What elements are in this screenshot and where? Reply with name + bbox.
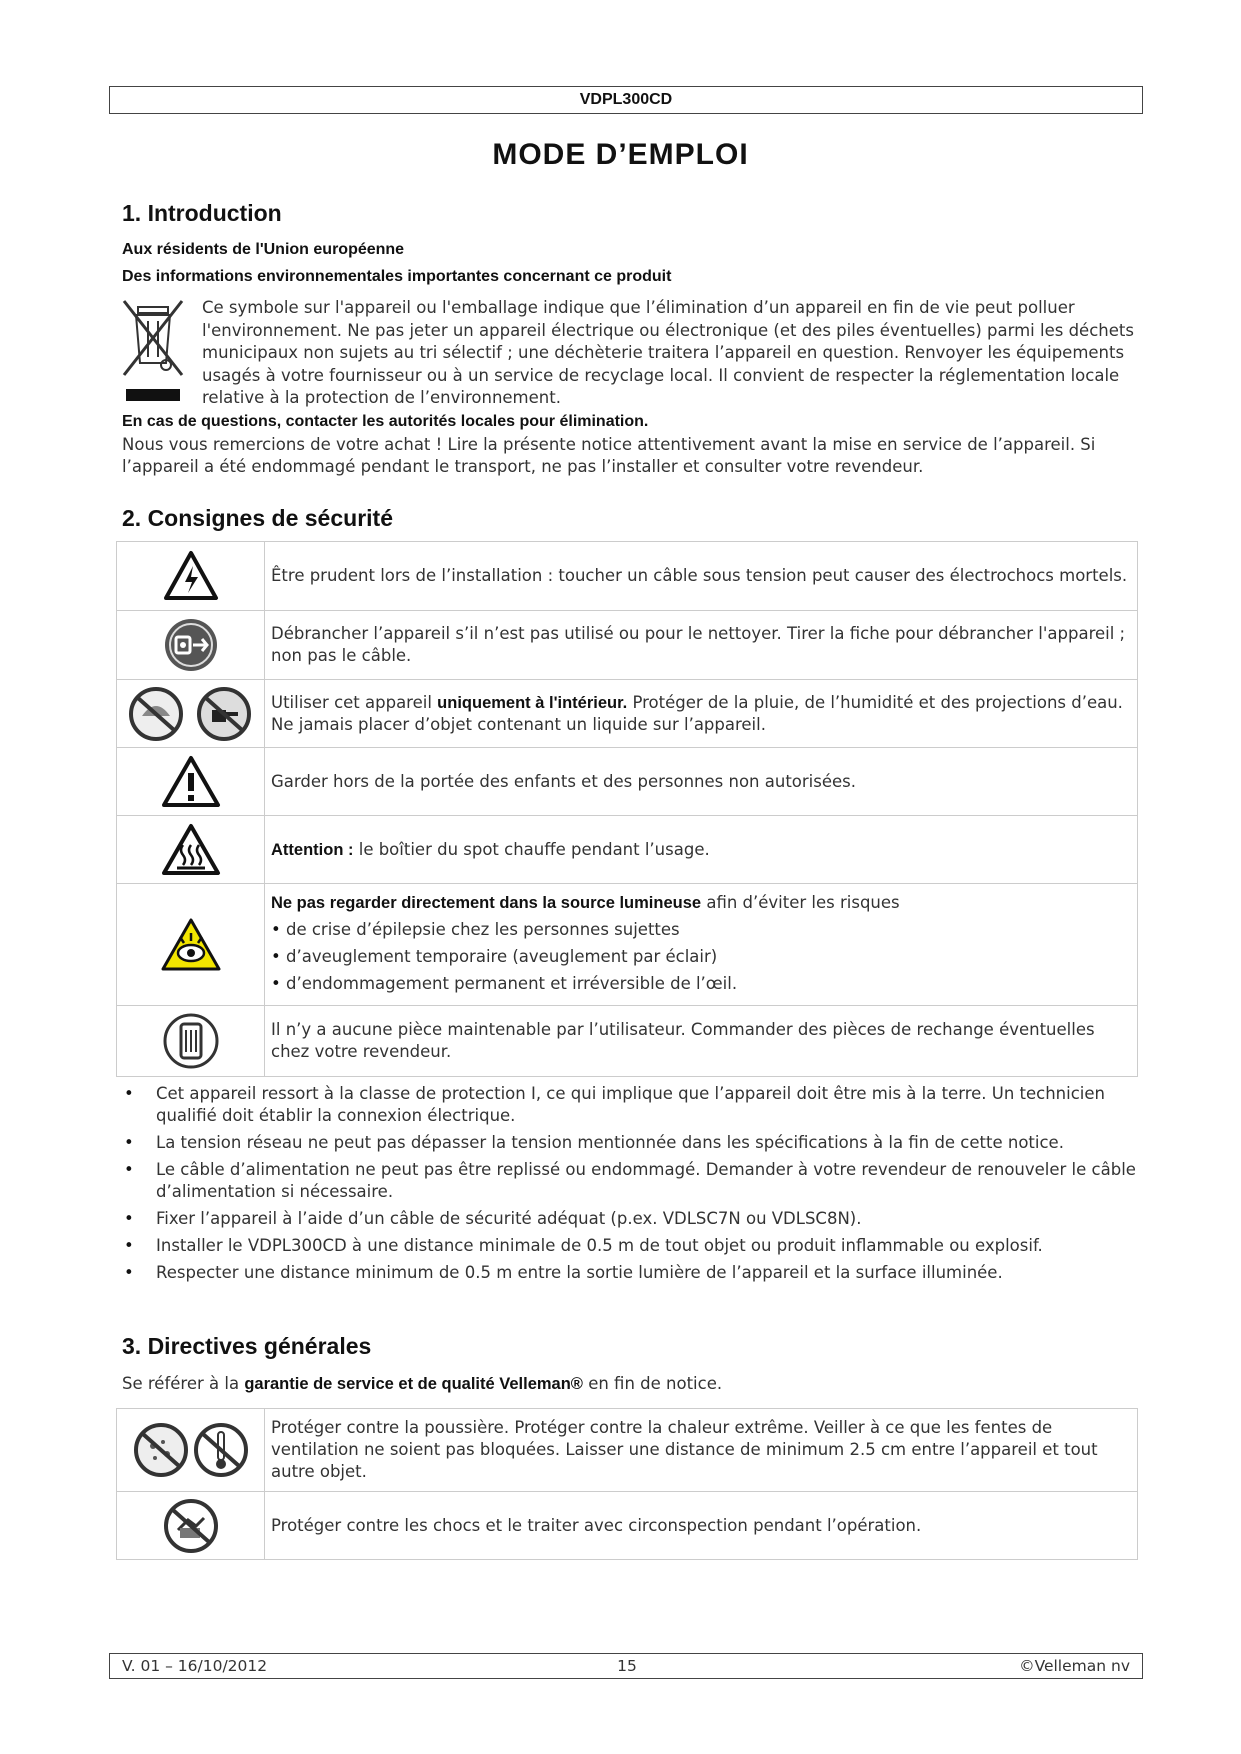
no-shock-icon: [162, 1515, 220, 1534]
thanks-paragraph: Nous vous remercions de votre achat ! Lire la présente notice attentivement avant la mise en service de l’appareil. Si l’appareil a été endommagé pendant le transport, ne pas l’installer et consulter votre revendeur.: [122, 435, 1096, 476]
safety-row: [117, 680, 1138, 748]
eye-risk-list: [271, 916, 1131, 997]
weee-text: Ce symbole sur l'appareil ou l'emballage indique que l’élimination d’un appareil en fin de vie peut polluer l'environnement. Ne pas jeter un appareil électrique ou électronique (et des piles éventuelles) parmi les déchets municipaux non sujets au tri sélectif ; une déchèterie traitera l’appareil en question. Renvoyer les équipements usagés à votre fournisseur ou à un service de recyclage local. Il convient de respecter la réglementation locale relative à la protection de l’environnement.: [202, 298, 1134, 407]
safety-text: Être prudent lors de l’installation : toucher un câble sous tension peut causer des électrochocs mortels.: [265, 542, 1138, 611]
safety-text: Garder hors de la portée des enfants et des personnes non autorisées.: [265, 748, 1138, 816]
safety-row: [117, 1006, 1138, 1077]
list-item: • d’endommagement permanent et irréversible de l’œil.: [271, 970, 1131, 997]
section-2-heading: 2. Consignes de sécurité: [122, 505, 393, 531]
page-title: MODE D’EMPLOI: [492, 138, 749, 171]
safety-table: [116, 541, 1138, 1077]
unplug-icon: [163, 635, 219, 654]
safety-text: Débrancher l’appareil s’il n’est pas utilisé ou pour le nettoyer. Tirer la fiche pour débrancher l'appareil ; non pas le câble.: [265, 611, 1138, 680]
list-item: • Fixer l’appareil à l’aide d’un câble de sécurité adéquat (p.ex. VDLSC7N ou VDLSC8N).: [122, 1208, 1138, 1230]
list-item: • Respecter une distance minimum de 0.5 m entre la sortie lumière de l’appareil et la surface illuminée.: [122, 1262, 1138, 1284]
list-item: • Installer le VDPL300CD à une distance minimale de 0.5 m de tout objet ou produit inflammable ou explosif.: [122, 1235, 1138, 1257]
safety-text: Attention : le boîtier du spot chauffe pendant l’usage.: [265, 816, 1138, 884]
dust-heat-icon: [131, 1440, 251, 1459]
safety-text: Il n’y a aucune pièce maintenable par l’utilisateur. Commander des pièces de rechange éventuelles chez votre revendeur.: [265, 1006, 1138, 1077]
environment-info-line: Des informations environnementales importantes concernant ce produit: [122, 268, 672, 285]
section-1-heading: 1. Introduction: [122, 200, 282, 226]
weee-bin-icon: [122, 297, 186, 409]
safety-bullets: [122, 1083, 1138, 1289]
model-name: VDPL300CD: [579, 91, 673, 108]
safety-row: [117, 816, 1138, 884]
list-item: • Cet appareil ressort à la classe de protection I, ce qui implique que l’appareil doit être mis à la terre. Un technicien qualifié doit établir la connexion électrique.: [122, 1083, 1138, 1127]
list-item: • d’aveuglement temporaire (aveuglement par éclair): [271, 943, 1131, 970]
list-item: • La tension réseau ne peut pas dépasser la tension mentionnée dans les spécifications à la fin de cette notice.: [122, 1132, 1138, 1154]
safety-row: [117, 611, 1138, 680]
eye-hazard-icon: [160, 934, 222, 953]
guideline-text: Protéger contre la poussière. Protéger contre la chaleur extrême. Veiller à ce que les fentes de ventilation ne soient pas bloquées. Laisser une distance de minimum 2.5 cm entre l’appareil et tout autre objet.: [265, 1409, 1138, 1492]
page-number: 15: [617, 1657, 637, 1675]
eu-residents-line: Aux résidents de l'Union européenne: [122, 241, 405, 258]
no-user-serviceable-icon: [162, 1031, 220, 1050]
indoor-only-icon: [126, 703, 256, 722]
safety-row: [117, 542, 1138, 611]
general-guidelines-table: [116, 1408, 1138, 1560]
hot-surface-icon: [161, 839, 221, 858]
page-header: [109, 86, 1143, 114]
warranty-intro: Se référer à la garantie de service et de qualité Velleman® en fin de notice.: [122, 1374, 723, 1393]
safety-text: Ne pas regarder directement dans la source lumineuse afin d’éviter les risques • de crise d’épilepsie chez les personnes sujettes • d’aveuglement temporaire (aveuglement par éclair) • d’endommagement permanent et irréversible de l’œil.: [265, 884, 1138, 1006]
page-footer: [109, 1653, 1143, 1679]
questions-line: En cas de questions, contacter les autorités locales pour élimination.: [122, 413, 649, 430]
copyright: ©Velleman nv: [1019, 1657, 1130, 1675]
safety-row: [117, 748, 1138, 816]
warning-icon: [161, 771, 221, 790]
guideline-text: Protéger contre les chocs et le traiter avec circonspection pendant l’opération.: [265, 1492, 1138, 1560]
electric-hazard-icon: [163, 566, 219, 585]
guideline-row: [117, 1409, 1138, 1492]
guideline-row: [117, 1492, 1138, 1560]
safety-row: [117, 884, 1138, 1006]
list-item: • Le câble d’alimentation ne peut pas être replissé ou endommagé. Demander à votre revendeur de renouveler le câble d’alimentation si nécessaire.: [122, 1159, 1138, 1203]
safety-text: Utiliser cet appareil uniquement à l'intérieur. Protéger de la pluie, de l’humidité et des projections d’eau. Ne jamais placer d’objet contenant un liquide sur l’appareil.: [265, 680, 1138, 748]
section-3-heading: 3. Directives générales: [122, 1333, 372, 1359]
version-date: V. 01 – 16/10/2012: [122, 1657, 268, 1675]
list-item: • de crise d’épilepsie chez les personnes sujettes: [271, 916, 1131, 943]
